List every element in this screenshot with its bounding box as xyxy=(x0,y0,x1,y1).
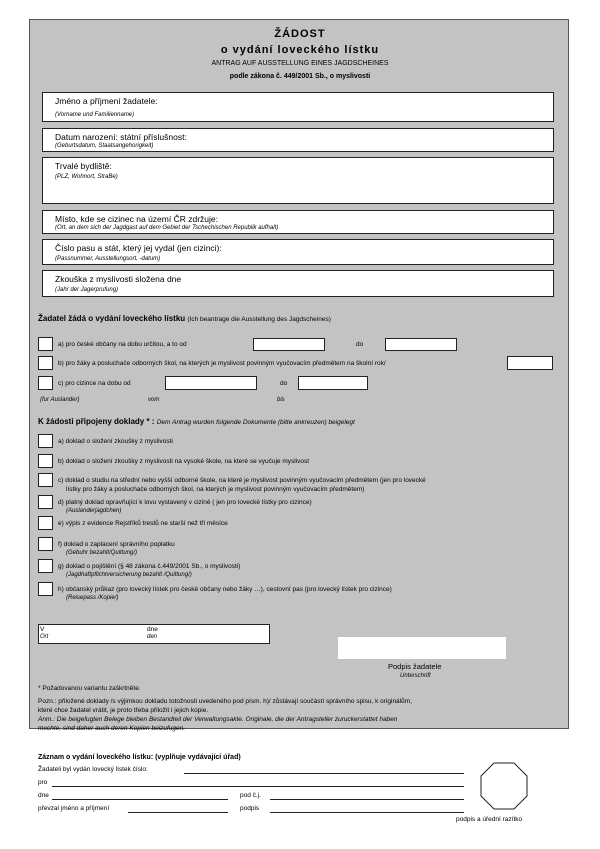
note-pozn-1: Pozn.: přiložené doklady /s výjimkou dokladu totožnosti uvedeného pod písm. h)/ zůstávají součástí správního spisu, k originálům, xyxy=(38,698,412,705)
signature-box[interactable] xyxy=(338,637,506,659)
checkbox-option-c[interactable] xyxy=(38,376,53,390)
doc-a-label: a) doklad o složení zkoušky z myslivosti xyxy=(58,438,173,445)
checkbox-doc-c[interactable] xyxy=(38,473,53,487)
record-cj-line[interactable] xyxy=(270,799,464,800)
record-prevzal-label: převzal jméno a příjmení xyxy=(38,805,110,812)
note-anm-1: Anm.: Die beigefugten Belege bleiben Bestandteil der Verwaltungsakte. Originale, die der Antragsteller zuruckerstattet haben xyxy=(38,716,398,723)
form-title-de: ANTRAG AUF AUSSTELLUNG EINES JAGDSCHEINES xyxy=(211,60,389,67)
checkbox-doc-g[interactable] xyxy=(38,559,53,573)
exam-date-field[interactable]: Zkouška z myslivosti složena dne (Jahr der Jagerprufung) xyxy=(42,270,554,297)
checkbox-doc-e[interactable] xyxy=(38,516,53,530)
record-dne-line[interactable] xyxy=(52,799,228,800)
place-date-field[interactable]: V Ort dne den xyxy=(38,624,270,644)
doc-g-de-label: (Jagdhaftpflichtversicherung bezahlt /Quittung/) xyxy=(66,572,192,578)
checkbox-doc-d[interactable] xyxy=(38,495,53,509)
request-heading: Žadatel žádá o vydání loveckého lístku (Ich beantrage die Ausstellung des Jagdscheines) xyxy=(38,314,331,323)
signature-label: Podpis žadatele xyxy=(388,662,442,671)
form-title: ŽÁDOST xyxy=(274,28,326,40)
record-dne-label: dne xyxy=(38,792,49,799)
note-star: * Požadovanou variantu zaškrtněte. xyxy=(38,685,141,692)
record-heading: Záznam o vydání loveckého lístku: (vyplňuje vydávající úřad) xyxy=(38,754,241,761)
note-anm-2: mochte, sind daher auch deren Kopien beizufugen. xyxy=(38,725,186,732)
doc-c-label: c) doklad o studiu na střední nebo vyšší odborné škole, na které je myslivost povinným vyučovacím předmětem (jen pro lovecké xyxy=(58,477,426,484)
doc-d-de-label: (Auslanderjagdchen) xyxy=(66,508,122,514)
option-b-label: b) pro žáky a posluchače odborných škol, na kterých je myslivost povinným vyučovacím předmětem na školní rok/ xyxy=(58,360,386,367)
checkbox-option-a[interactable] xyxy=(38,337,53,351)
option-a-to-label: do xyxy=(356,341,364,348)
checkbox-doc-h[interactable] xyxy=(38,582,53,596)
doc-h-de-label: (Reisepass /Kopie/) xyxy=(66,595,119,601)
option-c-from-input[interactable] xyxy=(165,376,257,390)
form-law: podle zákona č. 449/2001 Sb., o myslivosti xyxy=(229,73,371,80)
checkbox-doc-a[interactable] xyxy=(38,434,53,448)
checkbox-doc-f[interactable] xyxy=(38,537,53,551)
record-podpis-line[interactable] xyxy=(270,812,464,813)
stay-place-field[interactable]: Místo, kde se cizinec na území ČR zdržuje: (Ort, an dem sich der Jagdgast auf dem Gebiet der Tschechischen Republik aufhalt) xyxy=(42,210,554,234)
option-a-to-input[interactable] xyxy=(385,338,457,351)
doc-f-de-label: (Gebuhr bezahlt/Quittung/) xyxy=(66,550,138,556)
record-cj-label: pod č.j. xyxy=(240,792,261,799)
doc-b-label: b) doklad o složení zkoušky z myslivosti na vysoké škole, na které se vyučuje myslivost xyxy=(58,458,310,465)
option-c-label: c) pro cizince na dobu od xyxy=(58,380,131,387)
doc-g-label: g) doklad o pojištění (§ 48 zákona č.449/2001 Sb., o myslivosti) xyxy=(58,563,241,570)
option-a-from-input[interactable] xyxy=(253,338,325,351)
record-pro-line[interactable] xyxy=(52,786,464,787)
stamp-octagon xyxy=(480,762,528,810)
address-field[interactable]: Trvalé bydliště: (PLZ, Wohnort, StraBe) xyxy=(42,157,554,204)
option-a-label: a) pro české občany na dobu určitou, a to od xyxy=(58,341,187,348)
passport-field[interactable]: Číslo pasu a stát, který jej vydal (jen cizinci): (Passnummer, Ausstellungsort, -datum) xyxy=(42,239,554,265)
signature-label-de: Unterschrift xyxy=(400,673,431,679)
checkbox-option-b[interactable] xyxy=(38,356,53,370)
record-podpis-label: podpis xyxy=(240,805,260,812)
option-c-to-label: do xyxy=(280,380,288,387)
note-pozn-2: které chce žadatel vrátit, je proto třeba přiložit i jejich kopie. xyxy=(38,707,209,714)
record-number-line[interactable] xyxy=(184,773,464,774)
option-c-vom-label: vom xyxy=(148,397,160,403)
option-c-to-input[interactable] xyxy=(298,376,368,390)
doc-f-label: f) doklad o zaplacení správního poplatku xyxy=(58,541,175,548)
documents-heading: K žádosti připojeny doklady * : Dem Antrag wurden folgende Dokumente (bitte ankreuzen) beigelegt xyxy=(38,417,355,426)
checkbox-doc-b[interactable] xyxy=(38,454,53,468)
option-b-year-input[interactable] xyxy=(507,356,553,370)
record-prevzal-line[interactable] xyxy=(128,812,228,813)
doc-c-label-cont: lístky pro žáky a posluchače odborných škol, na kterých je myslivost povinným vyučovacím předmětem) xyxy=(66,486,365,493)
doc-e-label: e) výpis z evidence Rejstříků trestů ne starší než tři měsíce xyxy=(58,520,228,527)
record-issued-label: Žadateli byl vydán lovecký lístek číslo: xyxy=(38,766,148,773)
doc-d-label: d) platný doklad opravňující k lovu vystavený v cizině ( jen pro lovecké lístky pro cizince) xyxy=(58,499,312,506)
option-c-de-label: (fur Auslander) xyxy=(40,397,80,403)
record-pro-label: pro xyxy=(38,779,48,786)
form-panel xyxy=(29,19,569,729)
form-title-sub: o vydání loveckého lístku xyxy=(220,44,380,56)
birth-nationality-field[interactable]: Datum narození: státní příslušnost: (Geburtsdatum, Staatsangehorigkeit) xyxy=(42,128,554,152)
doc-h-label: h) občanský průkaz (pro lovecký lístek pro české občany nebo žáky …), cestovní pas (pro lovecký lístek pro cizince) xyxy=(58,586,392,593)
name-field[interactable]: Jméno a příjmení žadatele: (Vorname und Familienname) xyxy=(42,92,554,122)
option-c-bis-label: bis xyxy=(277,397,285,403)
stamp-label: podpis a úřední razítko xyxy=(456,816,523,823)
